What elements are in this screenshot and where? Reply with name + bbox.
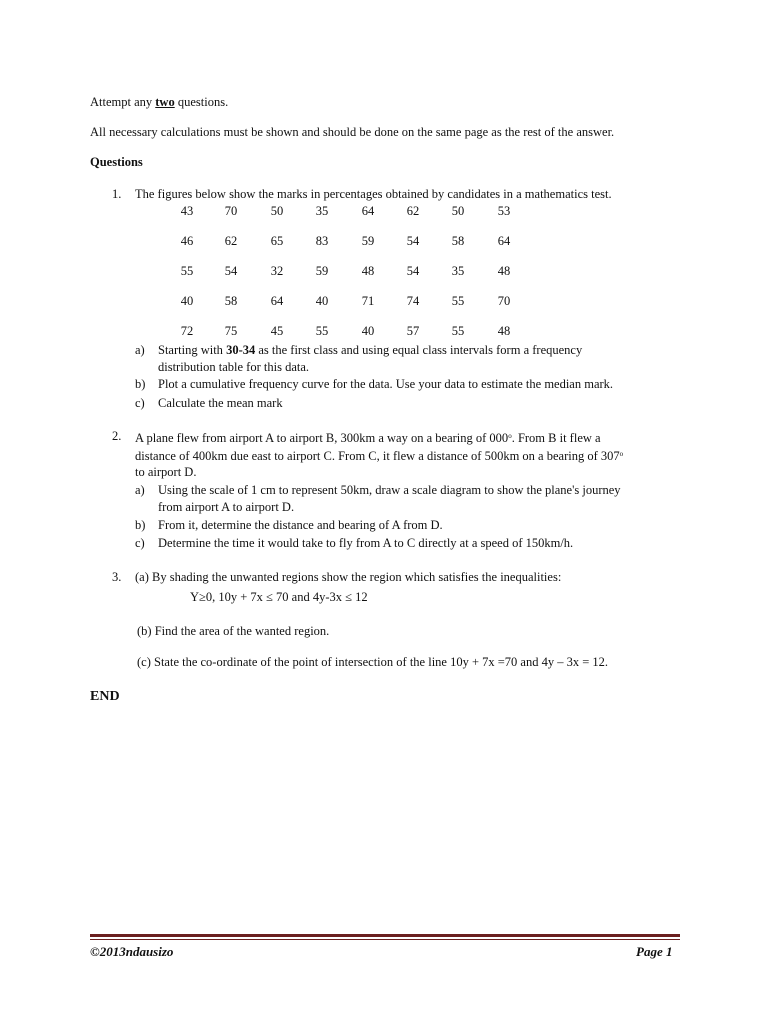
mark-cell: 59 <box>361 234 375 248</box>
footer-rule <box>90 934 680 937</box>
mark-cell: 50 <box>270 204 284 218</box>
mark-cell: 46 <box>180 234 194 248</box>
calculations-note: All necessary calculations must be shown and should be done on the same page as the rest of the answer. <box>90 125 615 139</box>
q3-inequalities: Y≥0, 10y + 7x ≤ 70 and 4y-3x ≤ 12 <box>190 590 368 604</box>
mark-cell: 53 <box>497 204 511 218</box>
mark-cell: 55 <box>180 264 194 278</box>
mark-cell: 57 <box>406 324 420 338</box>
q2-a-line1: Using the scale of 1 cm to represent 50km, draw a scale diagram to show the plane's journey <box>158 483 621 497</box>
q1-b-text: Plot a cumulative frequency curve for the data. Use your data to estimate the median mark. <box>158 377 614 391</box>
question-2-number: 2. <box>112 429 122 443</box>
mark-cell: 45 <box>270 324 284 338</box>
mark-cell: 48 <box>361 264 375 278</box>
mark-cell: 72 <box>180 324 194 338</box>
end-label: END <box>90 689 120 704</box>
question-2-line1 <box>135 429 601 446</box>
mark-cell: 40 <box>361 324 375 338</box>
question-2-line3: to airport D. <box>135 465 197 479</box>
attempt-instruction <box>90 95 228 110</box>
mark-cell: 70 <box>224 204 238 218</box>
question-1-number: 1. <box>112 187 122 201</box>
q1-a-label: a) <box>135 343 145 357</box>
degree-mark: o <box>508 432 512 440</box>
question-3-number: 3. <box>112 570 122 584</box>
q2-a-label: a) <box>135 483 145 497</box>
mark-cell: 40 <box>180 294 194 308</box>
q2-line1-post: . From B it flew a <box>511 431 601 445</box>
q3-c-text: (c) State the co-ordinate of the point of intersection of the line 10y + 7x =70 and 4y – 3x = 12. <box>137 655 609 669</box>
q1-a-post: as the first class and using equal class intervals form a frequency <box>258 343 583 357</box>
mark-cell: 64 <box>497 234 511 248</box>
mark-cell: 48 <box>497 324 511 338</box>
footer-page-number: Page 1 <box>636 944 673 959</box>
mark-cell: 54 <box>406 234 420 248</box>
mark-cell: 64 <box>361 204 375 218</box>
mark-cell: 58 <box>451 234 465 248</box>
q1-a-line2: distribution table for this data. <box>158 360 310 374</box>
mark-cell: 65 <box>270 234 284 248</box>
questions-heading: Questions <box>90 155 143 169</box>
mark-cell: 48 <box>497 264 511 278</box>
q3-b-text: (b) Find the area of the wanted region. <box>137 624 330 638</box>
q3-a-text: (a) By shading the unwanted regions show the region which satisfies the inequalities: <box>135 570 562 584</box>
footer-rule-thin <box>90 939 680 940</box>
q1-b-label: b) <box>135 377 146 391</box>
q2-a-line2: from airport A to airport D. <box>158 500 295 514</box>
q1-a-text <box>158 343 582 358</box>
mark-cell: 40 <box>315 294 329 308</box>
q2-b-text: From it, determine the distance and bearing of A from D. <box>158 518 443 532</box>
attempt-suffix: questions. <box>177 95 229 109</box>
mark-cell: 62 <box>406 204 420 218</box>
degree-mark: o <box>619 450 624 458</box>
mark-cell: 83 <box>315 234 329 248</box>
question-2-line2 <box>135 447 623 464</box>
mark-cell: 55 <box>451 294 465 308</box>
question-1-text: The figures below show the marks in percentages obtained by candidates in a mathematics test. <box>135 187 612 201</box>
q1-c-text: Calculate the mean mark <box>158 396 283 410</box>
q1-a-pre: Starting with <box>158 343 223 357</box>
mark-cell: 35 <box>315 204 329 218</box>
mark-cell: 50 <box>451 204 465 218</box>
q2-line2-pre: distance of 400km due east to airport C. From C, it flew a distance of 500km on a bearing of 307 <box>135 449 620 463</box>
mark-cell: 55 <box>315 324 329 338</box>
mark-cell: 70 <box>497 294 511 308</box>
mark-cell: 71 <box>361 294 375 308</box>
attempt-prefix: Attempt any <box>90 95 153 109</box>
mark-cell: 64 <box>270 294 284 308</box>
q1-a-class: 30-34 <box>226 343 256 357</box>
q2-line1-pre: A plane flew from airport A to airport B, 300km a way on a bearing of 000 <box>135 431 509 445</box>
mark-cell: 75 <box>224 324 238 338</box>
q2-c-label: c) <box>135 536 145 550</box>
mark-cell: 54 <box>224 264 238 278</box>
mark-cell: 35 <box>451 264 465 278</box>
mark-cell: 74 <box>406 294 420 308</box>
mark-cell: 32 <box>270 264 284 278</box>
mark-cell: 55 <box>451 324 465 338</box>
q1-c-label: c) <box>135 396 145 410</box>
mark-cell: 54 <box>406 264 420 278</box>
attempt-emphasis: two <box>155 95 175 109</box>
mark-cell: 43 <box>180 204 194 218</box>
footer-copyright: ©2013ndausizo <box>90 944 174 959</box>
mark-cell: 59 <box>315 264 329 278</box>
mark-cell: 62 <box>224 234 238 248</box>
q2-c-text: Determine the time it would take to fly from A to C directly at a speed of 150km/h. <box>158 536 574 550</box>
mark-cell: 58 <box>224 294 238 308</box>
q2-b-label: b) <box>135 518 146 532</box>
